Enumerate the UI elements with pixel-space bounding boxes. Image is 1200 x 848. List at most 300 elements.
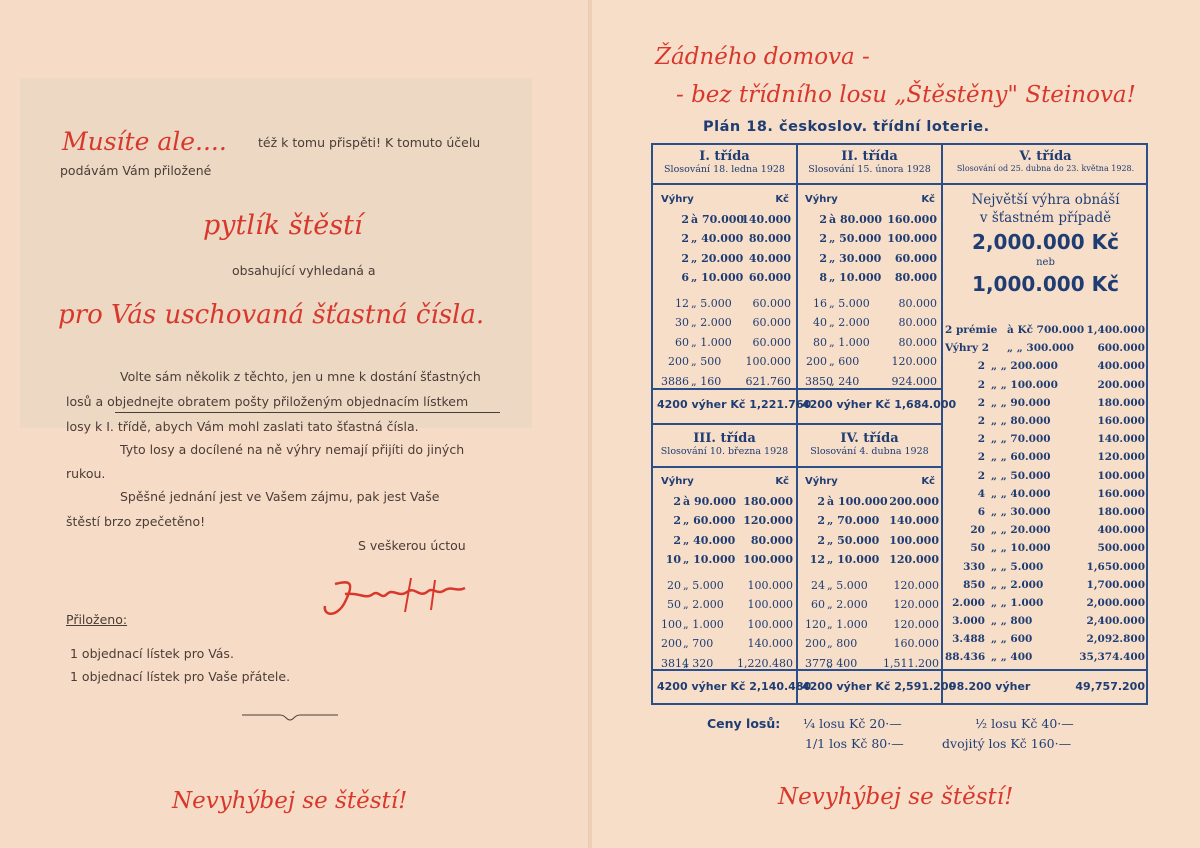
table-row <box>661 229 793 249</box>
amount: „ „ 200.000 <box>991 360 1058 373</box>
pytlik-stesti: pytlík štěstí <box>203 210 363 241</box>
total: 180.000 <box>743 494 793 508</box>
count: 2 <box>681 232 689 246</box>
table-row <box>945 539 1148 557</box>
total: 60.000 <box>752 335 791 349</box>
count: 2 <box>673 514 681 528</box>
amount: à Kč 700.000 <box>1007 324 1085 337</box>
table-row <box>805 352 939 372</box>
total: 200.000 <box>1097 378 1145 391</box>
table-row <box>805 576 941 596</box>
count: 120 <box>805 617 826 631</box>
count: 2 <box>977 415 985 428</box>
class-5-total-value: 49,757.200 <box>1075 680 1145 693</box>
count: 10 <box>665 553 681 567</box>
class-3-colheads <box>661 472 795 492</box>
class-1-body <box>661 190 793 391</box>
total: 621.760 <box>745 374 791 388</box>
total: 200.000 <box>889 494 939 508</box>
table-row <box>945 448 1148 466</box>
total: 120.000 <box>893 598 939 612</box>
class-4-colheads <box>805 472 941 492</box>
total: 1,650.000 <box>1086 560 1145 573</box>
class-2-colheads <box>805 190 939 210</box>
amount: „ „ 50.000 <box>991 469 1051 482</box>
count: 2 <box>819 232 827 246</box>
class-2-date: Slosování 15. února 1928 <box>808 164 931 175</box>
vyhry-label: Výhry <box>661 194 694 206</box>
heading-line-1: Žádného domova - <box>655 44 870 70</box>
price-whole: 1/1 los Kč 80·— <box>805 736 904 751</box>
prilozeno-label: Přiloženo: <box>66 612 128 627</box>
total: 80.000 <box>898 316 937 330</box>
grid-line <box>653 423 941 425</box>
table-row <box>945 648 1148 666</box>
amount: „ „ 600 <box>991 633 1033 646</box>
total: 2,092.800 <box>1086 633 1145 646</box>
amount: „ 70.000 <box>827 514 880 528</box>
amount: „ 500 <box>691 355 722 369</box>
table-row <box>661 268 793 288</box>
count: 2 <box>681 212 689 226</box>
intro-line-2: podávám Vám přiložené <box>60 163 212 178</box>
class-4-date: Slosování 4. dubna 1928 <box>810 446 929 457</box>
amount: „ 600 <box>829 355 860 369</box>
total: 180.000 <box>1097 396 1145 409</box>
total: 40.000 <box>748 251 791 265</box>
total: 160.000 <box>887 212 937 226</box>
total: 100.000 <box>745 355 791 369</box>
table-row <box>945 376 1148 394</box>
total: 1,700.000 <box>1086 578 1145 591</box>
class-4-title: IV. třída <box>840 431 899 446</box>
table-row <box>805 550 941 570</box>
total: 120.000 <box>891 355 937 369</box>
amount: „ 50.000 <box>829 232 882 246</box>
jackpot-amount-2: 1,000.000 Kč <box>972 272 1119 296</box>
total: 1,511.200 <box>883 656 939 670</box>
count: 3886 <box>661 374 689 388</box>
table-row <box>805 615 941 635</box>
class-3-body <box>661 472 795 673</box>
total: 180.000 <box>1097 505 1145 518</box>
count: 2.000 <box>952 596 985 609</box>
count: 2 <box>977 469 985 482</box>
total: 2,400.000 <box>1086 615 1145 628</box>
count: 20 <box>970 524 985 537</box>
class-3-date: Slosování 10. března 1928 <box>660 446 789 457</box>
enclosure-2: 1 objednací lístek pro Vaše přátele. <box>70 669 291 684</box>
table-row <box>661 210 793 230</box>
amount: „ „ 800 <box>991 615 1033 628</box>
amount: „ „ 80.000 <box>991 415 1051 428</box>
total: 2,000.000 <box>1086 596 1145 609</box>
table-row <box>945 576 1148 594</box>
vyhry-label: Výhry <box>805 476 838 488</box>
table-row <box>805 372 939 392</box>
total: 924.000 <box>891 374 937 388</box>
total: 120.000 <box>743 514 793 528</box>
total: 100.000 <box>1097 469 1145 482</box>
amount: „ 10.000 <box>827 553 880 567</box>
amount: à 100.000 <box>827 494 888 508</box>
total: 80.000 <box>750 533 793 547</box>
total: 1,400.000 <box>1086 324 1145 337</box>
underline <box>115 412 500 413</box>
class-1-colheads <box>661 190 793 210</box>
count: 80 <box>813 335 827 349</box>
amount: „ 1.000 <box>691 335 732 349</box>
class-1-rows <box>661 210 793 392</box>
total: 60.000 <box>752 316 791 330</box>
amount: „ 2.000 <box>827 598 868 612</box>
amount: „ 10.000 <box>829 271 882 285</box>
jackpot-line-1: Největší výhra obnáší <box>971 192 1120 208</box>
count: 50 <box>970 542 985 555</box>
table-row <box>945 321 1148 339</box>
count: 60 <box>675 335 689 349</box>
count: 2 <box>817 494 825 508</box>
count: 6 <box>977 505 985 518</box>
jackpot-line-2: v šťastném případě <box>979 210 1112 226</box>
table-row <box>661 531 795 551</box>
para2-line1: Tyto losy a docílené na ně výhry nemají přijíti do jiných <box>120 442 465 457</box>
table-row <box>945 503 1148 521</box>
table-row <box>805 595 941 615</box>
table-row <box>661 352 793 372</box>
closing-ucta: S veškerou úctou <box>358 538 466 553</box>
table-row <box>945 557 1148 575</box>
count: 50 <box>667 598 681 612</box>
count: 2 <box>673 533 681 547</box>
total: 160.000 <box>1097 415 1145 428</box>
enclosure-1: 1 objednací lístek pro Vás. <box>70 646 234 661</box>
class-5-rows <box>945 321 1148 667</box>
total: 120.000 <box>1097 451 1145 464</box>
amount: „ 1.000 <box>827 617 868 631</box>
amount: „ „ 40.000 <box>991 487 1051 500</box>
table-row <box>661 333 793 353</box>
table-row <box>805 634 941 654</box>
table-row <box>661 294 793 314</box>
amount: „ „ 300.000 <box>1007 342 1074 355</box>
table-row <box>661 492 795 512</box>
amount: „ „ 20.000 <box>991 524 1051 537</box>
amount: „ „ 30.000 <box>991 505 1051 518</box>
table-row <box>805 333 939 353</box>
heading-line-2: - bez třídního losu „Štěstěny" Steinova! <box>676 82 1136 108</box>
class-1-title: I. třída <box>699 149 750 164</box>
count: 12 <box>675 296 689 310</box>
amount: „ 5.000 <box>691 296 732 310</box>
count: 88.436 <box>945 651 986 664</box>
class-5-title: V. třída <box>1019 149 1072 164</box>
plan-title: Plán 18. českoslov. třídní loterie. <box>703 119 990 135</box>
count: 2 <box>977 451 985 464</box>
amount: „ „ 70.000 <box>991 433 1051 446</box>
table-row <box>945 521 1148 539</box>
amount: „ 160 <box>691 374 722 388</box>
grid-line <box>653 183 941 185</box>
table-row <box>945 485 1148 503</box>
total: 100.000 <box>747 578 793 592</box>
musite-heading: Musíte ale.... <box>62 127 227 156</box>
amount: „ „ 60.000 <box>991 451 1051 464</box>
table-row <box>945 630 1148 648</box>
class-5-header <box>943 149 1148 173</box>
total: 100.000 <box>747 617 793 631</box>
amount: „ 30.000 <box>829 251 882 265</box>
total: 80.000 <box>898 335 937 349</box>
para3-line1: Spěšné jednání jest ve Vašem zájmu, pak jest Vaše <box>120 489 440 504</box>
table-row <box>661 550 795 570</box>
price-half: ½ losu Kč 40·— <box>975 716 1074 731</box>
amount: „ 20.000 <box>691 251 744 265</box>
count: 2 <box>819 212 827 226</box>
total: 140.000 <box>889 514 939 528</box>
amount: „ 10.000 <box>691 271 744 285</box>
amount: „ 240 <box>829 374 860 388</box>
table-row <box>661 313 793 333</box>
table-row <box>805 249 939 269</box>
class-4-total: 4200 výher Kč 2,591.200 <box>802 680 957 693</box>
count: 3.000 <box>952 615 985 628</box>
count: 100 <box>661 617 682 631</box>
table-row <box>945 430 1148 448</box>
table-row <box>661 372 793 392</box>
amount: „ 320 <box>683 656 714 670</box>
kc-label: Kč <box>775 476 789 488</box>
amount: „ „ 400 <box>991 651 1033 664</box>
vyhry-label: Výhry <box>661 476 694 488</box>
table-row <box>805 313 939 333</box>
table-row <box>661 615 795 635</box>
amount: „ 40.000 <box>683 533 736 547</box>
count: 2 <box>977 360 985 373</box>
total: 100.000 <box>887 232 937 246</box>
lottery-plan-table <box>651 143 1148 705</box>
total: 500.000 <box>1097 542 1145 555</box>
total: 60.000 <box>748 271 791 285</box>
total: 400.000 <box>1097 360 1145 373</box>
count: 12 <box>809 553 825 567</box>
total: 60.000 <box>894 251 937 265</box>
count: 2 <box>977 378 985 391</box>
amount: „ 1.000 <box>829 335 870 349</box>
total: 1,220.480 <box>737 656 793 670</box>
para1-line1: Volte sám několik z těchto, jen u mne k dostání šťastných <box>120 369 481 384</box>
count: 60 <box>811 598 825 612</box>
total: 140.000 <box>747 637 793 651</box>
class-1-date: Slosování 18. ledna 1928 <box>664 164 785 175</box>
amount: à 70.000 <box>691 212 745 226</box>
total: 140.000 <box>741 212 791 226</box>
vyhry-label: Výhry <box>805 194 838 206</box>
table-row <box>805 511 941 531</box>
para1-line2: losů a objednejte obratem pošty přiloženým objednacím lístkem <box>66 394 469 409</box>
count: 850 <box>963 578 985 591</box>
kc-label: Kč <box>775 194 789 206</box>
amount: à 90.000 <box>683 494 737 508</box>
class-5-date: Slosování od 25. dubna do 23. května 1928. <box>956 164 1135 173</box>
total: 100.000 <box>747 598 793 612</box>
amount: „ 2.000 <box>683 598 724 612</box>
right-footer-slogan: Nevyhýbej se štěstí! <box>778 784 1014 810</box>
total: 120.000 <box>889 553 939 567</box>
count: 2 <box>681 251 689 265</box>
class-2-header <box>798 149 941 175</box>
table-row <box>945 594 1148 612</box>
total: 80.000 <box>748 232 791 246</box>
amount: à 80.000 <box>829 212 883 226</box>
total: 120.000 <box>893 617 939 631</box>
grid-line <box>796 145 798 705</box>
amount: „ 2.000 <box>691 316 732 330</box>
table-row <box>661 654 795 674</box>
amount: „ „ 2.000 <box>991 578 1044 591</box>
table-row <box>661 634 795 654</box>
count: 4 <box>977 487 985 500</box>
amount: „ „ 5.000 <box>991 560 1044 573</box>
total: 80.000 <box>894 271 937 285</box>
kc-label: Kč <box>921 194 935 206</box>
count: 3778 <box>805 656 833 670</box>
table-row <box>805 268 939 288</box>
signature-image <box>315 572 475 622</box>
table-row <box>661 595 795 615</box>
ceny-label: Ceny losů: <box>707 716 781 731</box>
count: 6 <box>681 271 689 285</box>
amount: „ 50.000 <box>827 533 880 547</box>
count: 2 <box>817 514 825 528</box>
amount: „ 5.000 <box>829 296 870 310</box>
count: 16 <box>813 296 827 310</box>
count: 200 <box>806 355 827 369</box>
count: 30 <box>675 316 689 330</box>
amount: „ 40.000 <box>691 232 744 246</box>
table-row <box>945 412 1148 430</box>
table-row <box>661 249 793 269</box>
total: 80.000 <box>898 296 937 310</box>
para1-line3: losy k I. třídě, abych Vám mohl zaslati tato šťastná čísla. <box>66 419 419 434</box>
amount: „ „ 90.000 <box>991 396 1051 409</box>
kc-label: Kč <box>921 476 935 488</box>
count: 2 prémie <box>945 324 998 337</box>
amount: „ „ 1.000 <box>991 596 1044 609</box>
class-3-title: III. třída <box>693 431 756 446</box>
table-row <box>805 294 939 314</box>
count: 200 <box>661 637 682 651</box>
class-2-title: II. třída <box>841 149 898 164</box>
table-row <box>945 357 1148 375</box>
amount: „ „ 10.000 <box>991 542 1051 555</box>
class-3-total: 4200 výher Kč 2,140.480 <box>657 680 812 693</box>
count: 3814 <box>661 656 689 670</box>
para3-line2: štěstí brzo zpečetěno! <box>66 514 206 529</box>
amount: „ 5.000 <box>827 578 868 592</box>
count: 3.488 <box>952 633 985 646</box>
table-row <box>945 339 1148 357</box>
table-row <box>945 394 1148 412</box>
grid-line <box>941 183 1148 185</box>
intro-line-1: též k tomu přispěti! K tomuto účelu <box>258 135 481 150</box>
count: 2 <box>819 251 827 265</box>
total: 400.000 <box>1097 524 1145 537</box>
obsahujici-text: obsahující vyhledaná a <box>232 263 376 278</box>
amount: „ 2.000 <box>829 316 870 330</box>
count: 2 <box>673 494 681 508</box>
total: 100.000 <box>889 533 939 547</box>
total: 60.000 <box>752 296 791 310</box>
class-4-body <box>805 472 941 673</box>
count: 200 <box>805 637 826 651</box>
amount: „ 60.000 <box>683 514 736 528</box>
amount: „ „ 100.000 <box>991 378 1058 391</box>
count: 200 <box>668 355 689 369</box>
amount: „ 1.000 <box>683 617 724 631</box>
total: 160.000 <box>1097 487 1145 500</box>
count: 2 <box>977 433 985 446</box>
jackpot-neb: neb <box>1036 257 1055 268</box>
table-row <box>805 492 941 512</box>
total: 600.000 <box>1097 342 1145 355</box>
count: 8 <box>819 271 827 285</box>
para2-line2: rukou. <box>66 466 106 481</box>
count: 20 <box>667 578 681 592</box>
count: 3850 <box>805 374 833 388</box>
count: 2 <box>977 396 985 409</box>
table-row <box>805 210 939 230</box>
table-row <box>661 576 795 596</box>
count: 40 <box>813 316 827 330</box>
count: Výhry 2 <box>945 342 990 355</box>
total: 140.000 <box>1097 433 1145 446</box>
amount: „ 5.000 <box>683 578 724 592</box>
table-row <box>805 229 939 249</box>
class-3-header <box>653 431 796 457</box>
count: 24 <box>811 578 825 592</box>
total: 35,374.400 <box>1079 651 1145 664</box>
amount: „ 700 <box>683 637 714 651</box>
table-row <box>661 511 795 531</box>
total: 160.000 <box>893 637 939 651</box>
amount: „ 400 <box>827 656 858 670</box>
ornament-divider <box>240 708 340 722</box>
price-double: dvojitý los Kč 160·— <box>942 736 1072 751</box>
jackpot-amount-1: 2,000.000 Kč <box>972 230 1119 254</box>
count: 330 <box>963 560 985 573</box>
price-quarter: ¼ losu Kč 20·— <box>803 716 902 731</box>
amount: „ 800 <box>827 637 858 651</box>
class-1-header <box>653 149 796 175</box>
left-footer-slogan: Nevyhýbej se štěstí! <box>172 788 408 814</box>
class-2-total: 4200 výher Kč 1,684.000 <box>802 398 957 411</box>
total: 120.000 <box>893 578 939 592</box>
total: 100.000 <box>743 553 793 567</box>
count: 2 <box>817 533 825 547</box>
uschovana-cisla: pro Vás uschovaná šťastná čísla. <box>58 300 485 330</box>
table-row <box>805 531 941 551</box>
class-5-total-label: 98.200 výher <box>949 680 1031 693</box>
amount: „ 10.000 <box>683 553 736 567</box>
table-row <box>805 654 941 674</box>
class-1-total: 4200 výher Kč 1,221.760 <box>657 398 812 411</box>
table-row <box>945 612 1148 630</box>
table-row <box>945 467 1148 485</box>
grid-line <box>653 466 941 468</box>
class-4-header <box>798 431 941 457</box>
class-2-body <box>805 190 939 391</box>
